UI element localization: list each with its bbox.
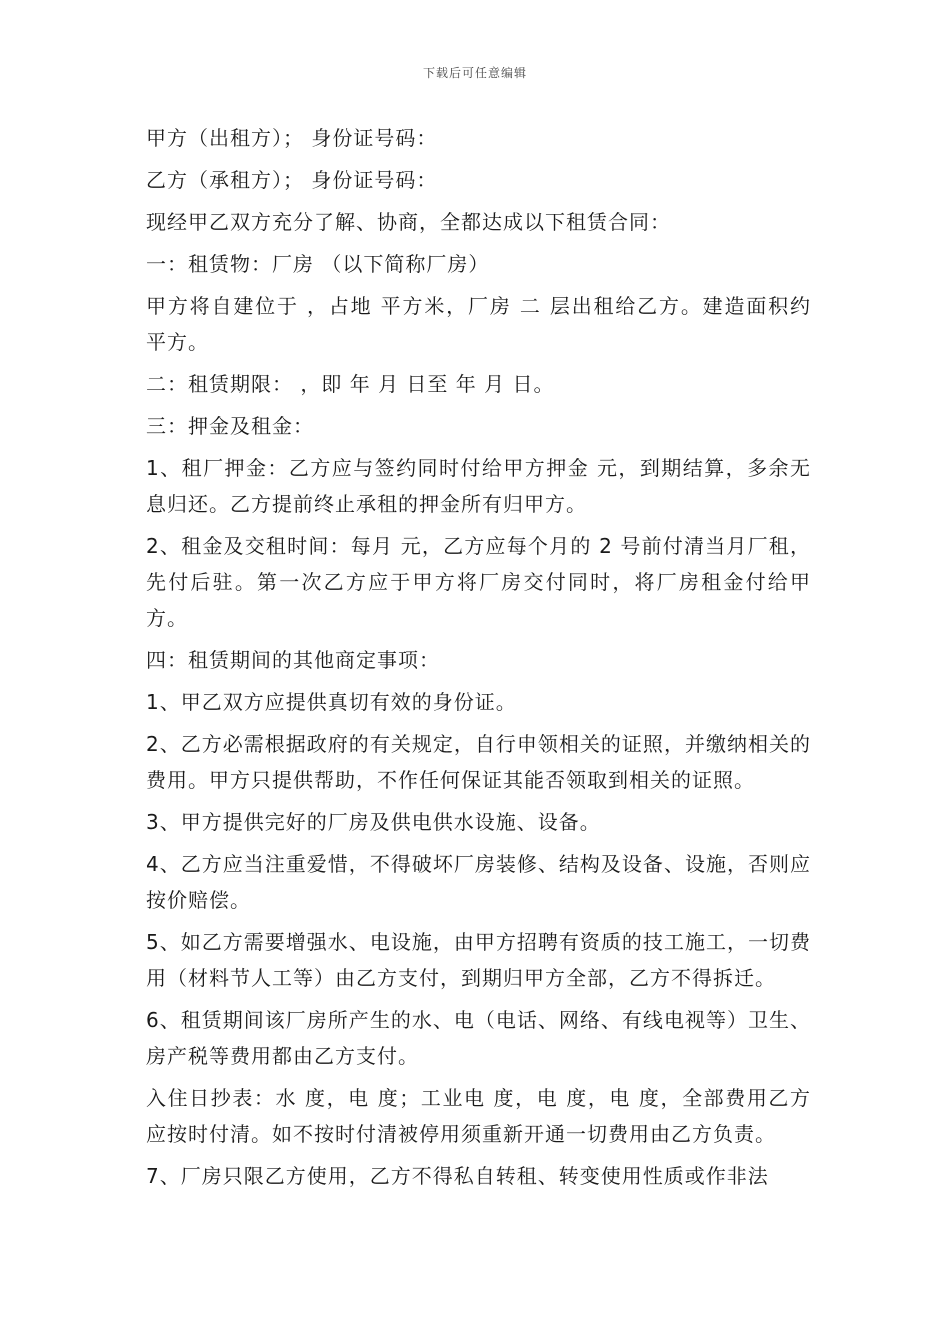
paragraph-party-b: 乙方（承租方）； 身份证号码： <box>146 168 438 192</box>
clause-rent-payment: 2、租金及交租时间：每月 元，乙方应每个月的 2 号前付清当月厂租，先付后驻。第一次乙方应于甲方将厂房交付同时，将厂房租金付给甲方。 <box>146 534 811 630</box>
paragraph-property-description: 甲方将自建位于 ，占地 平方米，厂房 二 层出租给乙方。建造面积约 平方。 <box>146 294 811 354</box>
clause-licenses: 2、乙方必需根据政府的有关规定，自行申领相关的证照，并缴纳相关的费用。甲方只提供帮助，不作任何保证其能否领取到相关的证照。 <box>146 732 811 792</box>
paragraph-agreement-intro: 现经甲乙双方充分了解、协商，全都达成以下租赁合同： <box>146 210 671 234</box>
section-heading-leased-property: 一：租赁物：厂房 （以下简称厂房） <box>146 252 490 276</box>
section-heading-deposit-rent: 三：押金及租金： <box>146 414 314 438</box>
clause-meter-reading: 入住日抄表：水 度，电 度；工业电 度，电 度，电 度，全部费用乙方应按时付清。如不按时付清被停用须重新开通一切费用由乙方负责。 <box>146 1086 811 1146</box>
clause-utility-upgrades: 5、如乙方需要增强水、电设施，由甲方招聘有资质的技工施工，一切费用（材料节人工等）由乙方支付，到期归甲方全部，乙方不得拆迁。 <box>146 930 811 990</box>
clause-deposit: 1、租厂押金：乙方应与签约同时付给甲方押金 元，到期结算，多余无息归还。乙方提前终止承租的押金所有归甲方。 <box>146 456 811 516</box>
clause-id-documents: 1、甲乙双方应提供真切有效的身份证。 <box>146 690 517 714</box>
clause-care-of-property: 4、乙方应当注重爱惜，不得破坏厂房装修、结构及设备、设施，否则应按价赔偿。 <box>146 852 811 912</box>
contract-body <box>146 120 811 1200</box>
clause-utility-fees: 6、租赁期间该厂房所产生的水、电（电话、网络、有线电视等）卫生、房产税等费用都由乙方支付。 <box>146 1008 811 1068</box>
section-heading-other-matters: 四：租赁期间的其他商定事项： <box>146 648 440 672</box>
clause-facilities: 3、甲方提供完好的厂房及供电供水设施、设备。 <box>146 810 601 834</box>
section-heading-lease-term: 二：租赁期限： ，即 年 月 日至 年 月 日。 <box>146 372 555 396</box>
paragraph-party-a: 甲方（出租方）； 身份证号码： <box>146 126 438 150</box>
header-note: 下载后可任意编辑 <box>422 66 527 80</box>
clause-use-restriction: 7、厂房只限乙方使用，乙方不得私自转租、转变使用性质或作非法 <box>146 1164 769 1188</box>
